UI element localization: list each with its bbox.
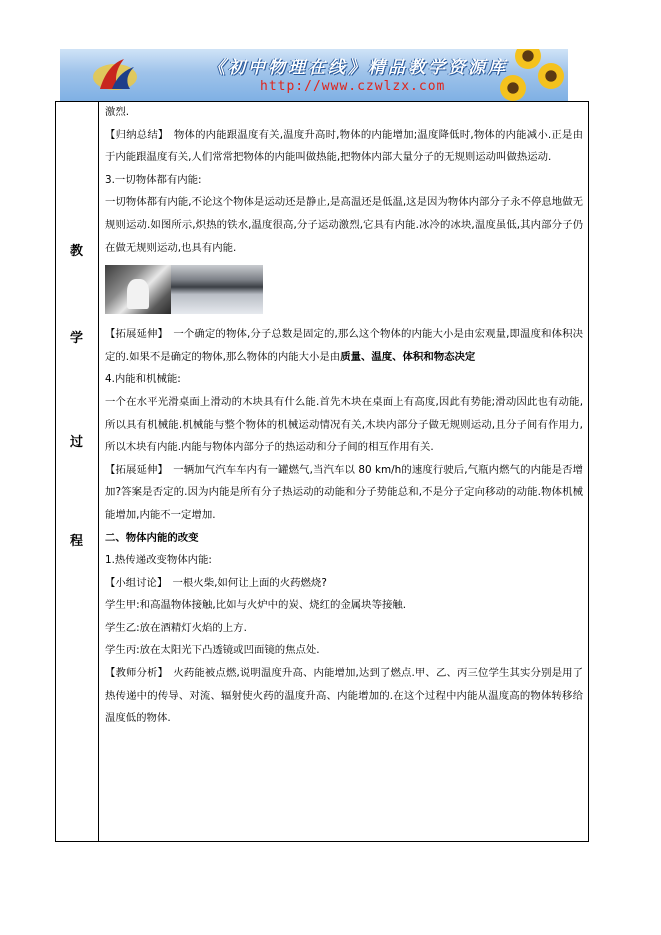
paragraph: 【小组讨论】 一根火柴,如何让上面的火药燃烧? (105, 576, 327, 589)
section-tag: 【拓展延伸】 (105, 463, 163, 476)
section-heading: 二、物体内能的改变 (105, 531, 199, 544)
side-label-xue: 学 (70, 331, 84, 346)
section-tag: 【拓展延伸】 (105, 328, 163, 341)
banner-title: 《初中物理在线》精品教学资源库 (208, 58, 508, 78)
paragraph: 【拓展延伸】 一个确定的物体,分子总数是固定的,那么这个物体的内能大小是由宏观量,即温度和体积决定的.如果不是确定的物体,那么物体的内能大小是由质量、温度、体积和物态决定 (105, 328, 583, 363)
paragraph: 3.一切物体都有内能: (105, 173, 202, 186)
section-tag: 【教师分析】 (105, 667, 163, 680)
paragraph: 1.热传递改变物体内能: (105, 554, 212, 567)
paragraph: 【教师分析】 火药能被点燃,说明温度升高、内能增加,达到了燃点.甲、乙、丙三位学生其实分别是用了热传递中的传导、对流、辐射使火药的温度升高、内能增加的.在这个过程中内能从温度高的物体转移给温度低的物体. (105, 667, 583, 725)
paragraph: 学生乙:放在酒精灯火焰的上方. (105, 621, 247, 634)
side-label-jiao: 教 (70, 244, 84, 259)
section-tag: 【小组讨论】 (105, 576, 163, 589)
lesson-content (105, 101, 583, 730)
header-banner (60, 49, 568, 101)
paragraph: 学生丙:放在太阳光下凸透镜或凹面镜的焦点处. (105, 644, 320, 657)
sunflower-icon (500, 75, 526, 101)
paragraph: 【归纳总结】 物体的内能跟温度有关,温度升高时,物体的内能增加;温度降低时,物体的内能减小.正是由于内能跟温度有关,人们常常把物体的内能叫做热能,把物体内部大量分子的无规则运动叫做热运动. (105, 128, 583, 164)
sunflower-icon (515, 49, 541, 69)
illustration-photos (105, 265, 583, 315)
banner-url[interactable]: http://www.czwlzx.com (260, 79, 446, 94)
paragraph: 【拓展延伸】 一辆加气汽车车内有一罐燃气,当汽车以 80 km/h的速度行驶后,气瓶内燃气的内能是否增加?答案是否定的.因为内能是所有分子热运动的动能和分子势能总和,不是分子定向移动的动能.物体机械能增加,内能不一定增加. (105, 463, 583, 521)
paragraph: 4.内能和机械能: (105, 373, 181, 386)
section-tag: 【归纳总结】 (105, 128, 164, 141)
side-label-cheng: 程 (70, 534, 84, 549)
molten-iron-photo (105, 265, 171, 314)
paragraph: 一切物体都有内能,不论这个物体是运动还是静止,是高温还是低温,这是因为物体内部分子永不停息地做无规则运动.如图所示,炽热的铁水,温度很高,分子运动激烈,它具有内能.冰冷的冰块,温度虽低,其内部分子仍在做无规则运动,也具有内能. (105, 196, 583, 254)
paragraph: 学生甲:和高温物体接触,比如与火炉中的炭、烧红的金属块等接触. (105, 599, 407, 612)
paragraph: 一个在水平光滑桌面上滑动的木块具有什么能.首先木块在桌面上有高度,因此有势能;滑动因此也有动能,所以具有机械能.机械能与整个物体的机械运动情况有关,木块内部分子做无规则运动,且分子间有作用力,所以木块有内能.内能与物体内部分子的热运动和分子间的相互作用有关. (105, 395, 583, 454)
ice-photo (171, 265, 263, 314)
sunflower-icon (538, 63, 564, 89)
column-divider (98, 101, 99, 842)
publisher-logo-icon (90, 55, 140, 95)
paragraph: 激烈. (105, 106, 130, 118)
side-label-guo: 过 (70, 435, 84, 450)
